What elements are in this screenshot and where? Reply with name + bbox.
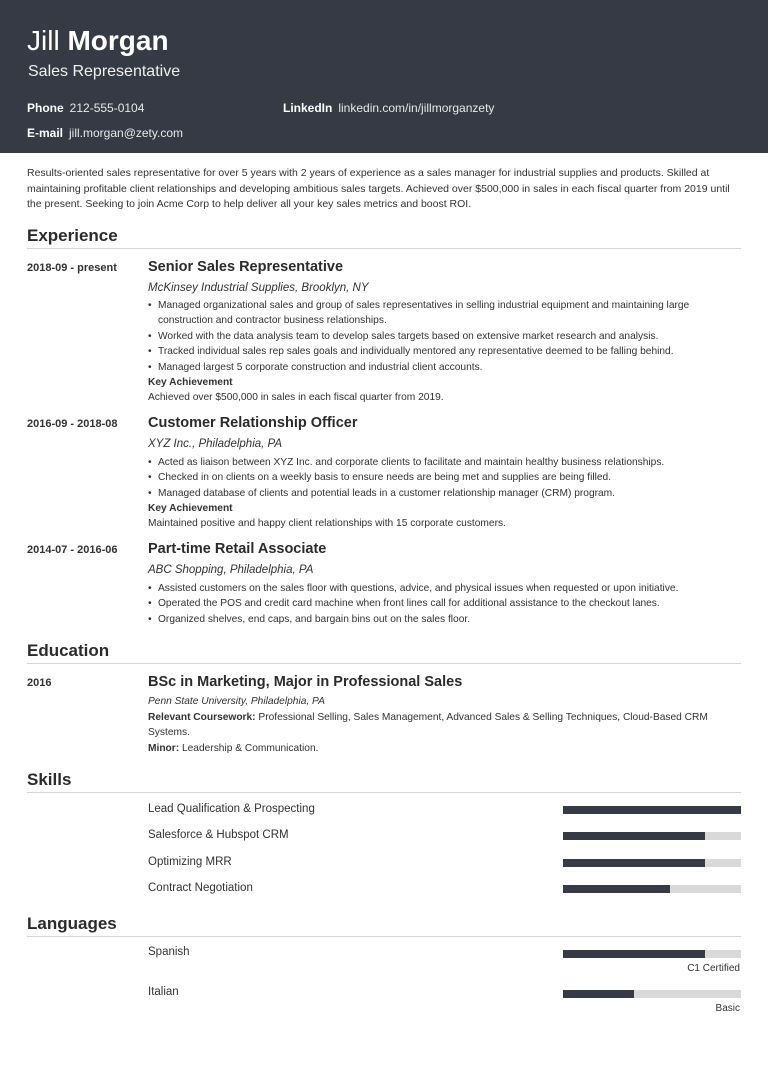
email-label: E-mail <box>27 126 64 140</box>
skill-name: Contract Negotiation <box>148 882 253 894</box>
language-name: Spanish <box>148 946 190 958</box>
contact-email <box>27 126 183 140</box>
education-degree: BSc in Marketing, Major in Professional Sales <box>148 674 463 690</box>
list-item: • Managed largest 5 corporate construction and industrial client accounts. <box>148 360 744 375</box>
linkedin-link[interactable]: linkedin.com/in/jillmorganzety <box>338 101 495 115</box>
last-name: Morgan <box>67 25 169 56</box>
phone-label: Phone <box>27 101 64 115</box>
education-school: Penn State University, Philadelphia, PA <box>148 696 325 707</box>
skill-name: Optimizing MRR <box>148 856 232 868</box>
first-name: Jill <box>27 25 60 56</box>
languages-heading: Languages <box>27 914 117 933</box>
list-item: • Assisted customers on the sales floor with questions, advice, and physical issues when requested or upon initiative. <box>148 581 744 596</box>
language-bar <box>563 990 741 998</box>
minor-text: Leadership & Communication. <box>181 743 319 754</box>
job-dates: 2016-09 - 2018-08 <box>27 418 118 430</box>
coursework-text: Professional Selling, Sales Management, Advanced Sales & Selling Techniques, Cloud-Based CRM Systems. <box>148 712 708 739</box>
job-company: XYZ Inc., Philadelphia, PA <box>148 438 283 450</box>
key-achievement-text: Maintained positive and happy client relationships with 15 corporate customers. <box>148 518 506 529</box>
job-company: McKinsey Industrial Supplies, Brooklyn, NY <box>148 282 369 294</box>
education-coursework <box>148 710 718 741</box>
job-role: Customer Relationship Officer <box>148 415 358 431</box>
linkedin-label: LinkedIn <box>283 101 333 115</box>
skill-bar <box>563 885 741 893</box>
skill-bar-fill <box>563 859 705 867</box>
language-level: C1 Certified <box>687 963 740 974</box>
skill-bar-fill <box>563 885 670 893</box>
job-bullets <box>148 581 744 627</box>
contact-linkedin <box>283 101 494 115</box>
language-level: Basic <box>715 1003 740 1014</box>
list-item: • Checked in on clients on a weekly basis to ensure needs are being met and supplies are being filled. <box>148 470 744 485</box>
language-bar <box>563 950 741 958</box>
job-bullets <box>148 455 744 501</box>
language-name: Italian <box>148 986 179 998</box>
language-bar-fill <box>563 950 705 958</box>
experience-divider <box>27 248 741 249</box>
job-dates: 2014-07 - 2016-06 <box>27 544 118 556</box>
job-role: Part-time Retail Associate <box>148 541 327 557</box>
candidate-name <box>27 24 169 58</box>
contact-phone <box>27 101 144 115</box>
skill-bar <box>563 832 741 840</box>
experience-heading: Experience <box>27 226 118 245</box>
key-achievement-label: Key Achievement <box>148 503 233 514</box>
list-item: • Worked with the data analysis team to develop sales targets based on extensive market research and analysis. <box>148 329 744 344</box>
skills-divider <box>27 792 741 793</box>
job-bullets <box>148 298 744 375</box>
list-item: • Tracked individual sales rep sales goals and individually mentored any representative deemed to be falling behind. <box>148 344 744 359</box>
list-item: • Managed organizational sales and group of sales representatives in selling industrial equipment and maintaining large construction and contractor business relationships. <box>148 298 744 329</box>
phone-value: 212-555-0104 <box>69 101 145 115</box>
profile-summary: Results-oriented sales representative for over 5 years with 2 years of experience as a sales manager for industrial supplies and products. Skilled at maintaining profitable client relationships and developing ambitious sales targets. Achieved over $500,000 in sales in each fiscal quarter from 2019 until the present. Seeking to join Acme Corp to help deliver all your key sales metrics and boost ROI. <box>27 167 730 211</box>
job-role: Senior Sales Representative <box>148 259 344 275</box>
education-divider <box>27 663 741 664</box>
skills-heading: Skills <box>27 770 72 789</box>
resume-header <box>0 0 768 153</box>
email-link[interactable]: jill.morgan@zety.com <box>69 126 184 140</box>
key-achievement-text: Achieved over $500,000 in sales in each fiscal quarter from 2019. <box>148 392 444 403</box>
education-year: 2016 <box>27 677 52 689</box>
coursework-label: Relevant Coursework: <box>148 712 256 723</box>
key-achievement-label: Key Achievement <box>148 377 233 388</box>
job-company: ABC Shopping, Philadelphia, PA <box>148 564 314 576</box>
list-item: • Managed database of clients and potential leads in a customer relationship manager (CRM) program. <box>148 486 744 501</box>
skill-bar <box>563 859 741 867</box>
skill-bar <box>563 806 741 814</box>
job-title: Sales Representative <box>28 63 181 80</box>
education-minor <box>148 741 718 756</box>
language-bar-fill <box>563 990 634 998</box>
skill-bar-fill <box>563 832 705 840</box>
list-item: • Operated the POS and credit card machine when front lines call for additional assistance to the checkout lanes. <box>148 596 744 611</box>
list-item: • Organized shelves, end caps, and bargain bins out on the sales floor. <box>148 612 744 627</box>
skill-bar-fill <box>563 806 741 814</box>
education-heading: Education <box>27 641 110 660</box>
skill-name: Salesforce & Hubspot CRM <box>148 829 289 841</box>
job-dates: 2018-09 - present <box>27 262 117 274</box>
list-item: • Acted as liaison between XYZ Inc. and corporate clients to facilitate and maintain healthy business relationships. <box>148 455 744 470</box>
minor-label: Minor: <box>148 743 180 754</box>
skill-name: Lead Qualification & Prospecting <box>148 803 315 815</box>
languages-divider <box>27 936 741 937</box>
